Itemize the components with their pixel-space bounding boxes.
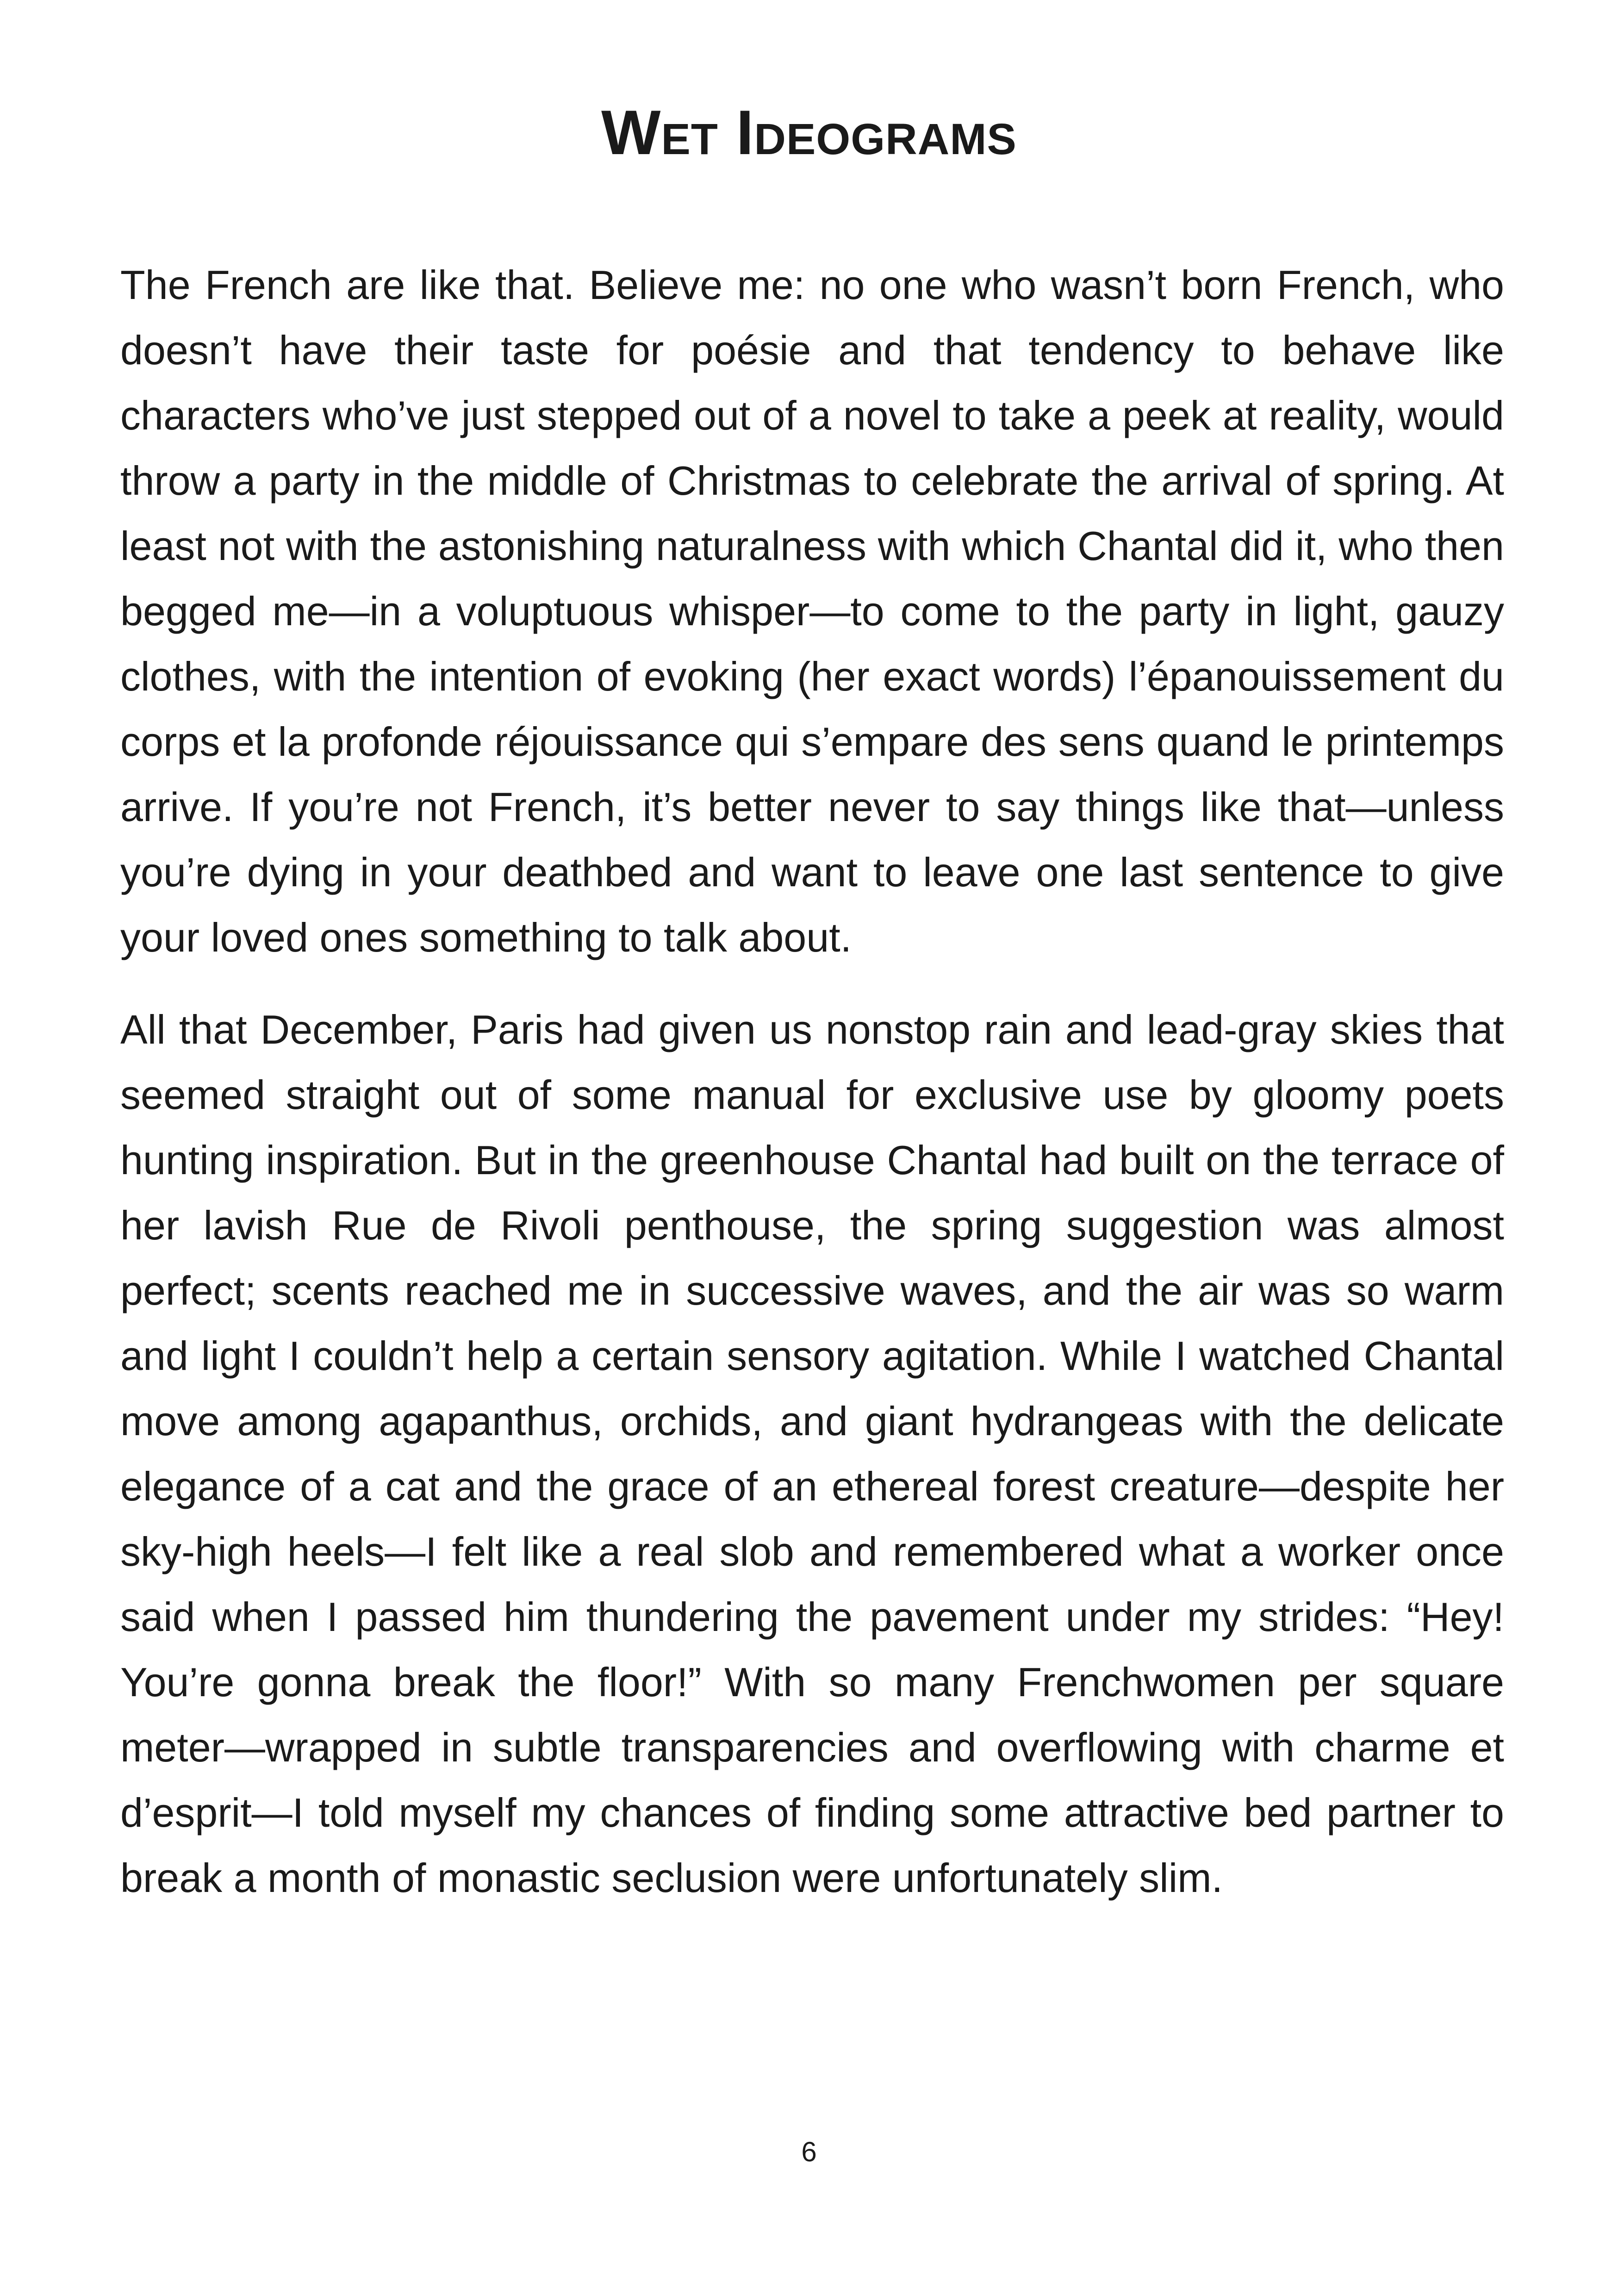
chapter-title: Wet Ideograms <box>601 97 1017 168</box>
chapter-body <box>120 252 1504 1910</box>
page-number: 6 <box>801 2136 817 2167</box>
paragraph: All that December, Paris had given us nonstop rain and lead-gray skies that seemed straight out of some manual for exclusive use by gloomy poets hunting inspiration. But in the greenhouse Chantal had built on the terrace of her lavish Rue de Rivoli penthouse, the spring suggestion was almost perfect; scents reached me in successive waves, and the air was so warm and light I couldn’t help a certain sensory agitation. While I watched Chantal move among agapanthus, orchids, and giant hydrangeas with the delicate elegance of a cat and the grace of an ethereal forest creature—despite her sky-high heels—I felt like a real slob and remembered what a worker once said when I passed him thundering the pavement under my strides: “Hey! You’re gonna break the floor!” With so many Frenchwomen per square meter—wrapped in subtle transparencies and overflowing with charme et d’esprit—I told myself my chances of finding some attractive bed partner to break a month of monastic seclusion were unfortunately slim. <box>120 1007 1504 1901</box>
paragraph: The French are like that. Believe me: no one who wasn’t born French, who doesn’t have their taste for poésie and that tendency to behave like characters who’ve just stepped out of a novel to take a peek at reality, would throw a party in the middle of Christmas to celebrate the arrival of spring. At least not with the astonishing naturalness with which Chantal did it, who then begged me—in a voluptuous whisper—to come to the party in light, gauzy clothes, with the intention of evoking (her exact words) l’épanouissement du corps et la profonde réjouissance qui s’empare des sens quand le printemps arrive. If you’re not French, it’s better never to say things like that—unless you’re dying in your deathbed and want to leave one last sentence to give your loved ones something to talk about. <box>120 262 1504 960</box>
